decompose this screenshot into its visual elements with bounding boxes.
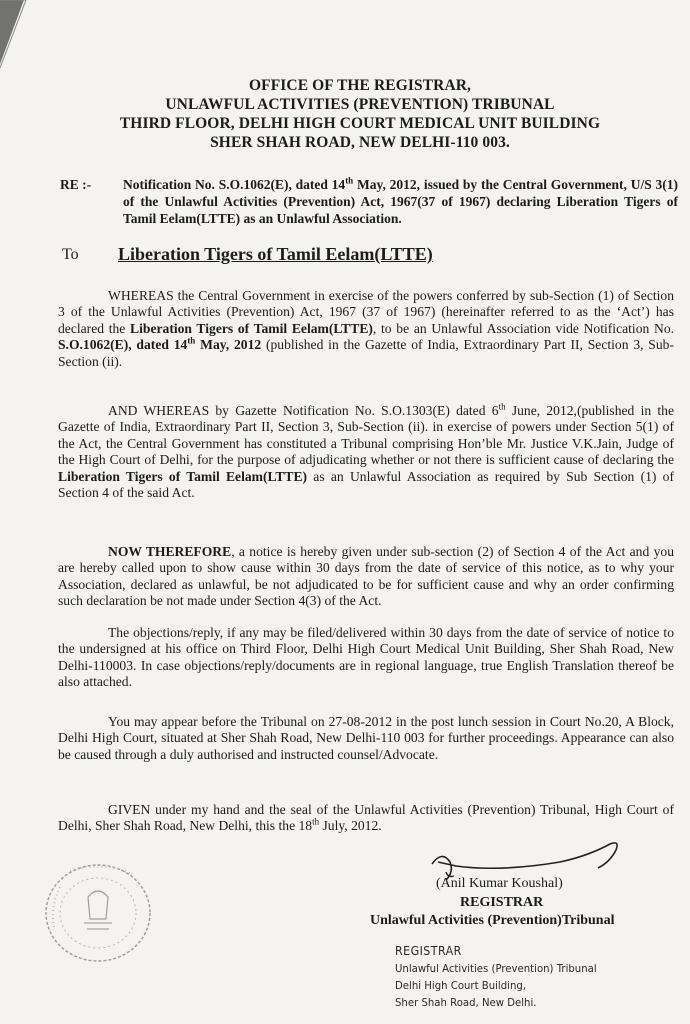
p1-text-a: WHEREAS the Central Government in exercise of the powers conferred by sub-Section (1) of Section 3 of the Unlawful Activities (Prevention) Act, 1967 (37 of 1967) (hereinafter referred to as the ‘Act’) has declared the [58, 288, 674, 336]
p2-text-a-sup: th [498, 401, 506, 412]
p6-text-b: July, 2012. [319, 818, 382, 834]
letterhead-line-3: THIRD FLOOR, DELHI HIGH COURT MEDICAL UNIT BUILDING [119, 115, 601, 132]
paragraph-5 [58, 714, 674, 763]
p6-text-a: GIVEN under my hand and the seal of the Unlawful Activities (Prevention) Tribunal, High Court of Delhi, Sher Shah Road, New Delhi, this the 18 [58, 802, 674, 834]
p1-text-c: , to be an Unlawful Association vide Notification No. [372, 320, 675, 336]
registrar-stamp [395, 943, 597, 1011]
addressee-name: Liberation Tigers of Tamil Eelam(LTTE) [118, 244, 433, 264]
stamp-line-1: REGISTRAR [395, 944, 462, 958]
p1-text-b: Liberation Tigers of Tamil Eelam(LTTE) [130, 320, 373, 336]
letterhead [60, 76, 660, 152]
paragraph-6 [58, 802, 674, 835]
p2-text-d: as an Unlawful Association as required by Sub Section (1) of Section 4 of the said Act. [58, 468, 675, 501]
letterhead-line-2: UNLAWFUL ACTIVITIES (PREVENTION) TRIBUNAL [165, 96, 555, 113]
subject-text-part-1: Notification No. S.O.1062(E), dated 14 [123, 177, 346, 192]
paragraph-4 [58, 625, 674, 691]
scan-corner-shadow [0, 0, 30, 70]
stamp-line-4: Sher Shah Road, New Delhi. [395, 996, 537, 1009]
p1-text-d: S.O.1062(E), dated 14 [58, 337, 188, 353]
letterhead-line-4: SHER SHAH ROAD, NEW DELHI-110 003. [210, 134, 510, 151]
subject-text-sup: th [345, 175, 354, 186]
stamp-line-3: Delhi High Court Building, [395, 979, 527, 992]
paragraph-2 [58, 403, 674, 501]
p1-text-e: May, 2012 [195, 337, 262, 353]
addressee-label: To [62, 246, 79, 263]
signer-name: (Anil Kumar Koushal) [436, 876, 563, 891]
p1-text-d-sup: th [187, 335, 196, 346]
letterhead-line-1: OFFICE OF THE REGISTRAR, [248, 77, 472, 94]
p5-text: You may appear before the Tribunal on 27-08-2012 in the post lunch session in Court No.20, A Block, Delhi High Court, situated at Sher Shah Road, New Delhi-110 003 for further proceedings. Appearance can also be caused through a duly authorised and instructed counsel/Advocate. [58, 714, 674, 762]
p2-text-a: AND WHEREAS by Gazette Notification No. S.O.1303(E) dated 6 [108, 403, 499, 418]
stamp-line-2: Unlawful Activities (Prevention) Tribunal [395, 962, 597, 975]
p1-text-f: (published in the Gazette of India, Extraordinary Part II, Section 3, Sub-Section (ii). [58, 337, 674, 369]
official-seal-icon [40, 857, 160, 967]
signer-organization: Unlawful Activities (Prevention)Tribunal [370, 913, 615, 928]
subject-text [123, 176, 678, 227]
subject-text-part-2: May, 2012, issued by the Central Government, U/S 3(1) of the Unlawful Activities (Prevention) Act, 1967(37 of 1967) declaring Liberation Tigers of Tamil Eelam(LTTE) as an Unlawful Association. [123, 177, 678, 226]
p2-text-b: June, 2012,(published in the Gazette of India, Extraordinary Part II, Section 3, Sub-Section (ii). in exercise of powers under Section 5(1) of the Act, the Central Government has constituted a Tribunal comprising Hon’ble Mr. Justice V.K.Jain, Judge of the High Court of Delhi, for the purpose of adjudicating whether or not there is sufficient cause of declaring the [58, 403, 674, 468]
p3-text-b: , a notice is hereby given under sub-section (2) of Section 4 of the Act and you are hereby called upon to show cause within 30 days from the date of service of this notice, as to why your Association, declared as unlawful, be not adjudicated to be for sufficient cause and why an order confirming such declaration be not made under Section 4(3) of the Act. [58, 544, 674, 609]
p2-text-c: Liberation Tigers of Tamil Eelam(LTTE) [58, 468, 308, 484]
subject-label: RE :- [60, 177, 92, 192]
paragraph-1 [58, 288, 674, 370]
p3-text-a: NOW THEREFORE [108, 544, 232, 559]
p6-text-a-sup: th [312, 816, 320, 827]
paragraph-3 [58, 544, 674, 610]
signer-title: REGISTRAR [460, 895, 544, 910]
p4-text: The objections/reply, if any may be filed/delivered within 30 days from the date of service of notice to the undersigned at his office on Third Floor, Delhi High Court Medical Unit Building, Sher Shah Road, New Delhi-110003. In case objections/reply/documents are in regional language, true English Translation thereof be also attached. [58, 625, 674, 690]
